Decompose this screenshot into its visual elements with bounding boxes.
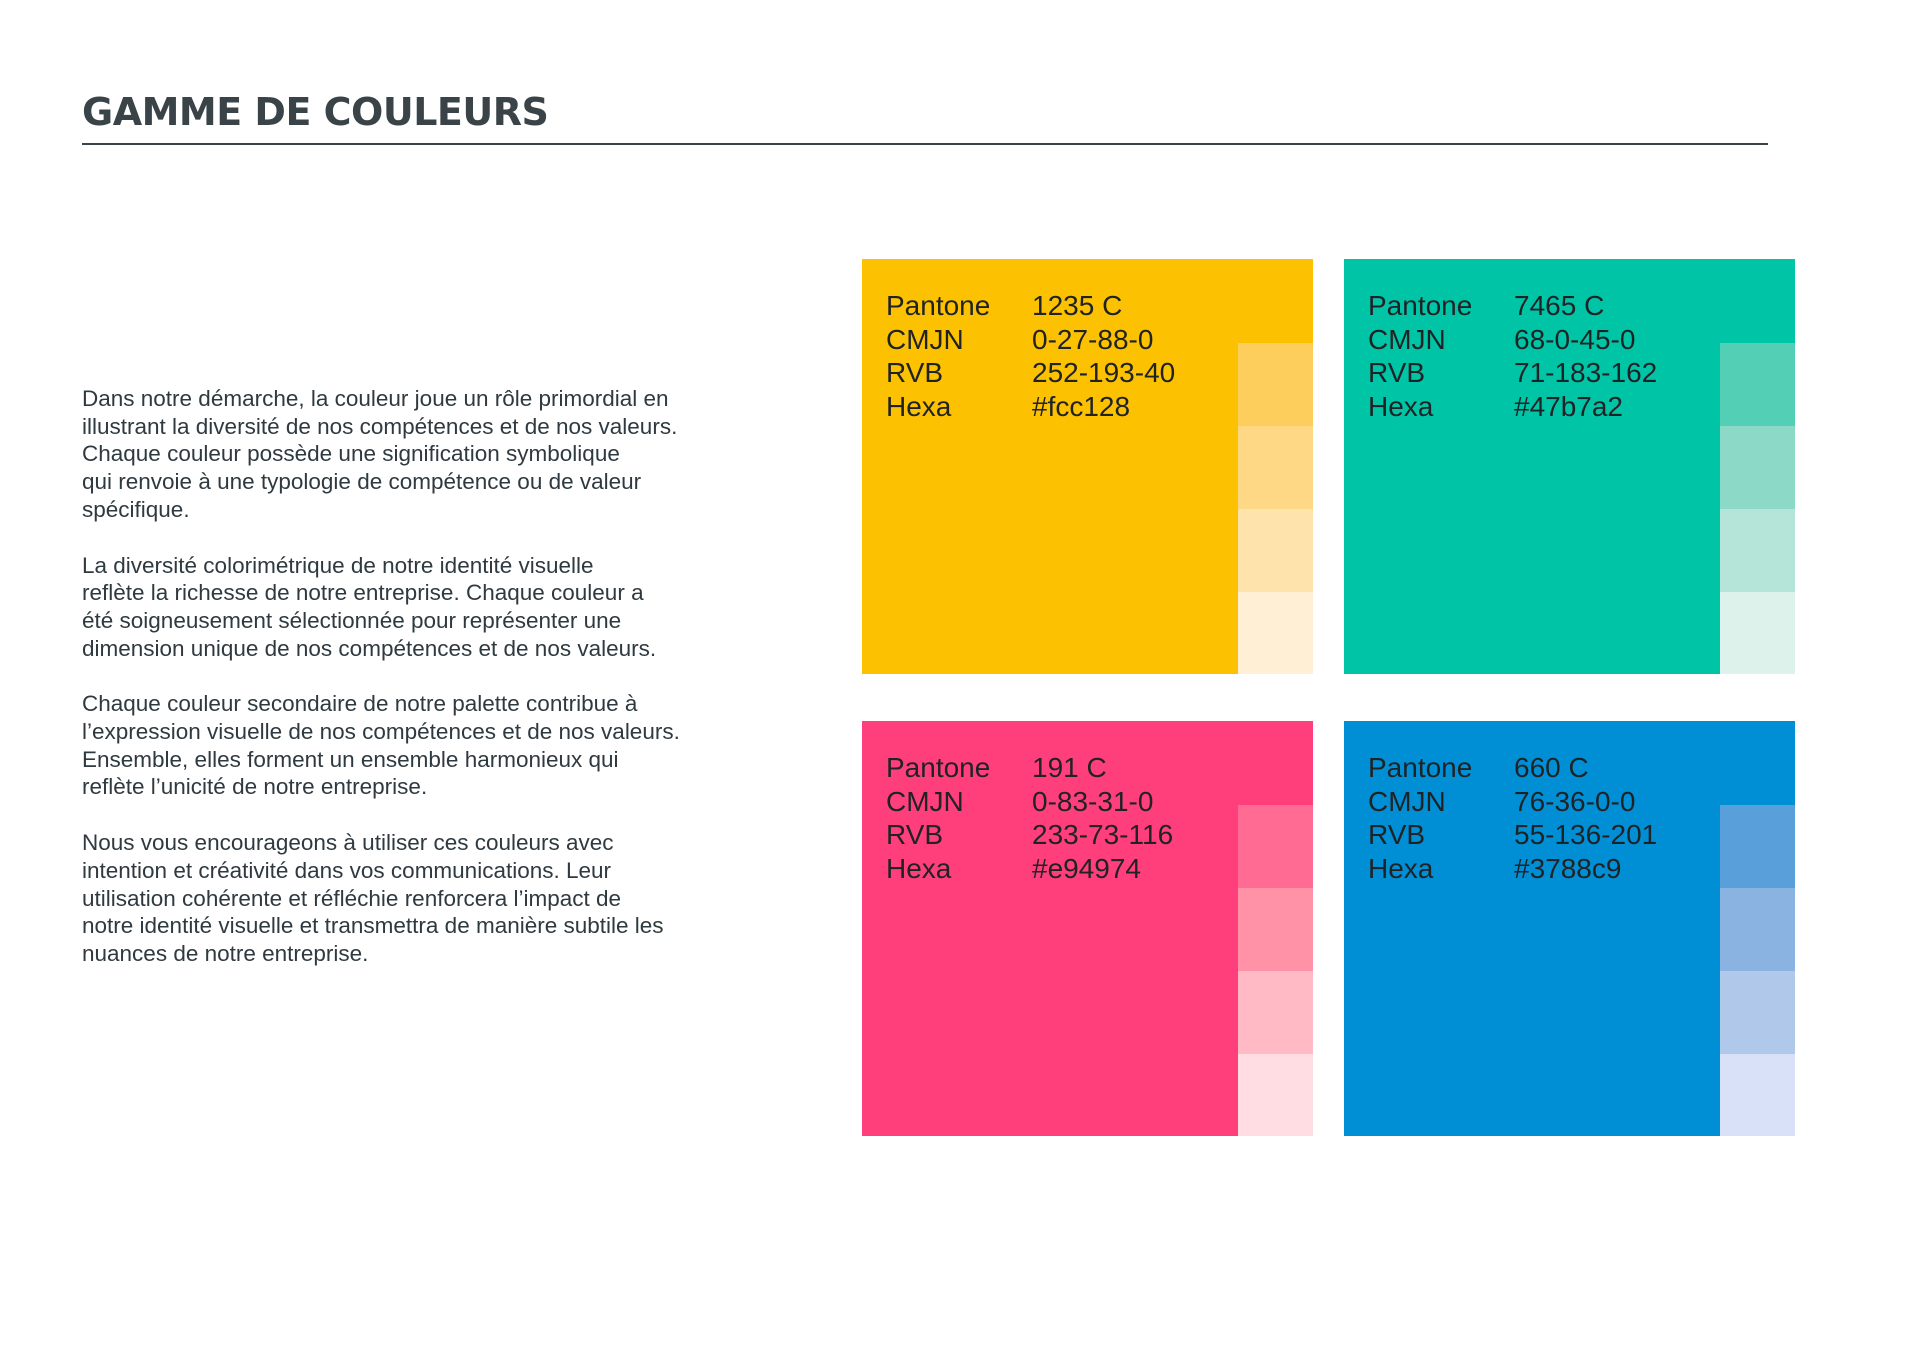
tint-scale (1720, 259, 1795, 674)
spec-pantone (886, 751, 1173, 785)
spec-pantone (1368, 289, 1657, 323)
spec-value: #e94974 (1032, 852, 1142, 884)
spec-label: CMJN (886, 323, 964, 355)
spec-value: #fcc128 (1032, 390, 1131, 422)
spec-cmjn (886, 785, 1173, 819)
tint-scale (1720, 721, 1795, 1136)
spec-value: #3788c9 (1514, 852, 1622, 884)
tint-scale (1238, 721, 1313, 1136)
spec-value: 0-83-31-0 (1032, 785, 1154, 817)
spec-label: Hexa (886, 852, 952, 884)
spec-value: 68-0-45-0 (1514, 323, 1636, 355)
spec-label: Hexa (1368, 852, 1434, 884)
spec-value: #47b7a2 (1514, 390, 1624, 422)
spec-label: Pantone (886, 752, 991, 783)
spec-label: Hexa (1368, 390, 1434, 422)
spec-value: 76-36-0-0 (1514, 785, 1636, 817)
spec-label: RVB (886, 357, 944, 388)
color-specs (1368, 751, 1657, 885)
color-specs (886, 751, 1173, 885)
spec-hexa (886, 852, 1173, 886)
color-swatch-yellow (862, 259, 1313, 674)
tint-step (1720, 592, 1795, 674)
title-divider (82, 143, 1768, 145)
tint-step (1238, 259, 1313, 343)
page-title: GAMME DE COULEURS (82, 90, 549, 134)
spec-value: 252-193-40 (1032, 357, 1176, 388)
color-specs (886, 289, 1175, 423)
spec-value: 7465 C (1514, 290, 1605, 321)
spec-rvb (886, 818, 1173, 852)
intro-paragraph-3: Chaque couleur secondaire de notre palette contribue à l’expression visuelle de nos compétences et de nos valeurs. Ensemble, elles forment un ensemble harmonieux qui reflète l’unicité de notre entreprise. (82, 691, 680, 800)
spec-value: 71-183-162 (1514, 357, 1658, 388)
spec-cmjn (1368, 785, 1657, 819)
spec-hexa (886, 390, 1175, 424)
tint-step (1238, 805, 1313, 888)
tint-step (1720, 721, 1795, 805)
tint-step (1238, 426, 1313, 509)
tint-step (1720, 426, 1795, 509)
color-specs (1368, 289, 1657, 423)
tint-step (1720, 259, 1795, 343)
spec-label: CMJN (1368, 785, 1446, 817)
tint-step (1238, 1054, 1313, 1136)
spec-label: RVB (1368, 357, 1426, 388)
spec-cmjn (886, 323, 1175, 357)
tint-step (1238, 592, 1313, 674)
tint-scale (1238, 259, 1313, 674)
color-swatch-teal (1344, 259, 1795, 674)
spec-pantone (1368, 751, 1657, 785)
tint-step (1720, 805, 1795, 888)
spec-label: RVB (886, 819, 944, 850)
spec-rvb (1368, 818, 1657, 852)
tint-step (1720, 971, 1795, 1054)
spec-cmjn (1368, 323, 1657, 357)
spec-value: 233-73-116 (1032, 819, 1174, 850)
spec-value: 1235 C (1032, 290, 1123, 321)
spec-label: CMJN (1368, 323, 1446, 355)
tint-step (1720, 888, 1795, 971)
tint-step (1238, 343, 1313, 426)
color-swatch-pink (862, 721, 1313, 1136)
color-swatch-blue (1344, 721, 1795, 1136)
spec-rvb (1368, 356, 1657, 390)
tint-step (1720, 1054, 1795, 1136)
spec-value: 191 C (1032, 752, 1107, 783)
spec-label: Pantone (1368, 752, 1473, 783)
spec-hexa (1368, 390, 1657, 424)
spec-label: RVB (1368, 819, 1426, 850)
tint-step (1238, 721, 1313, 805)
tint-step (1238, 509, 1313, 592)
spec-pantone (886, 289, 1175, 323)
tint-step (1720, 343, 1795, 426)
spec-label: Hexa (886, 390, 952, 422)
spec-rvb (886, 356, 1175, 390)
intro-paragraph-1: Dans notre démarche, la couleur joue un rôle primordial en illustrant la diversité de nos compétences et de nos valeurs. Chaque couleur possède une signification symbolique qui renvoie à une typologie de compétence ou de valeur spécifique. (82, 386, 678, 522)
spec-value: 0-27-88-0 (1032, 323, 1154, 355)
spec-value: 55-136-201 (1514, 819, 1658, 850)
tint-step (1720, 509, 1795, 592)
tint-step (1238, 888, 1313, 971)
spec-label: Pantone (886, 290, 991, 321)
intro-paragraph-4: Nous vous encourageons à utiliser ces couleurs avec intention et créativité dans vos communications. Leur utilisation cohérente et réfléchie renforcera l’impact de notre identité visuelle et transmettra de manière subtile les nuances de notre entreprise. (82, 830, 664, 966)
spec-value: 660 C (1514, 752, 1589, 783)
intro-paragraph-2: La diversité colorimétrique de notre identité visuelle reflète la richesse de notre entreprise. Chaque couleur a été soigneusement sélectionnée pour représenter une dimension unique de nos compétences et de nos valeurs. (82, 552, 657, 661)
intro-text (82, 385, 802, 996)
spec-hexa (1368, 852, 1657, 886)
spec-label: Pantone (1368, 290, 1473, 321)
tint-step (1238, 971, 1313, 1054)
spec-label: CMJN (886, 785, 964, 817)
